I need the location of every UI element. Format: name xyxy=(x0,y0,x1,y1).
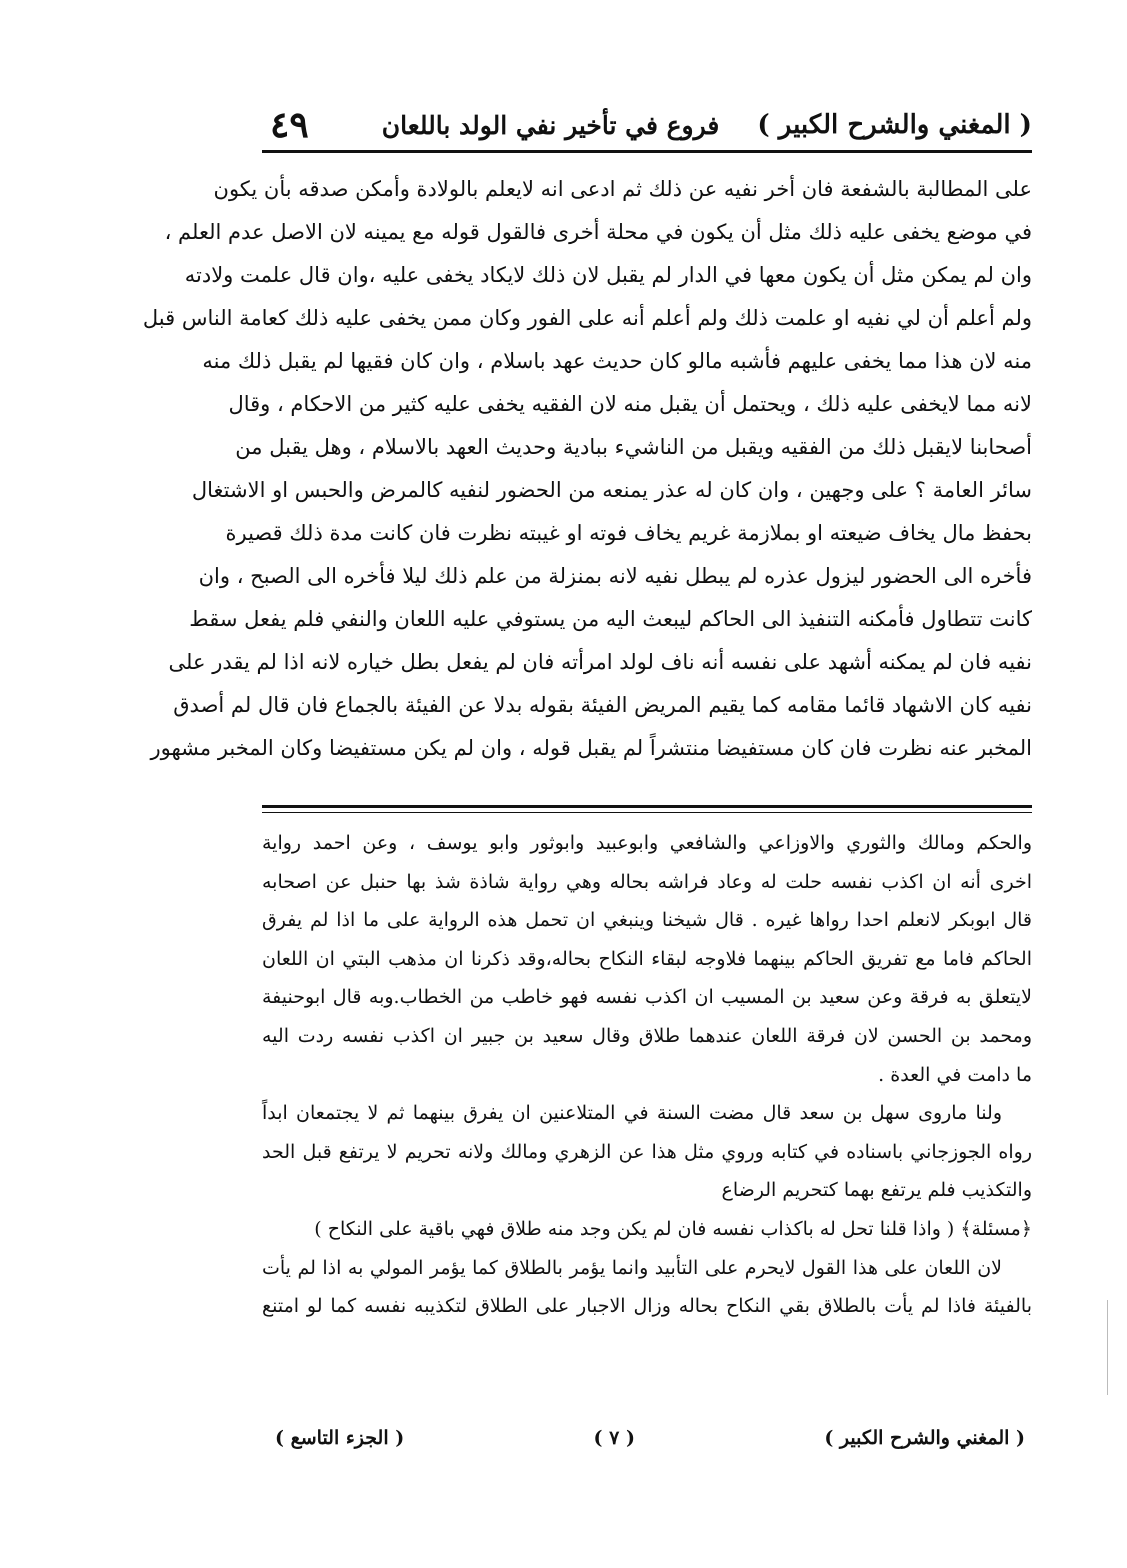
page-footer xyxy=(275,1420,1025,1456)
commentary-line: والحكم ومالك والثوري والاوزاعي والشافعي وابوعبيد وابوثور وابو يوسف ، وعن احمد رواية xyxy=(262,832,1032,854)
main-text-line: نفيه كان الاشهاد قائما مقامه كما يقيم المريض الفيئة بقوله بدلا عن الفيئة بالجماع فان قال لم أصدق xyxy=(173,693,1032,717)
commentary-line: لايتعلق به فرقة وعن سعيد بن المسيب ان اكذب نفسه فهو خاطب من الخطاب.وبه قال ابوحنيفة xyxy=(262,986,1032,1009)
main-text-line: سائر العامة ؟ على وجهين ، وان كان له عذر يمنعه من الحضور لنفيه كالمرض والحبس او الاشتغال xyxy=(191,478,1032,502)
footer-volume: ( الجزء التاسع ) xyxy=(275,1427,405,1449)
main-text-line: على المطالبة بالشفعة فان أخر نفيه عن ذلك ثم ادعى انه لايعلم بالولادة وأمكن صدقه بأن يكون xyxy=(213,177,1032,201)
header-rule xyxy=(262,150,1032,153)
commentary-line: والتكذيب فلم يرتفع بهما كتحريم الرضاع xyxy=(721,1179,1032,1202)
header-chapter-title: فروع في تأخير نفي الولد باللعان xyxy=(381,110,720,140)
main-text-line: ولم أعلم أن لي نفيه او علمت ذلك ولم أعلم أنه على الفور وكان ممن يخفى عليه ذلك كعامة الناس قبل xyxy=(142,306,1032,330)
header-titles xyxy=(382,110,1032,140)
header-book-title: ( المغني والشرح الكبير ) xyxy=(757,110,1032,140)
commentary-line: الحاكم فاما مع تفريق الحاكم بينهما فلاوجه لبقاء النكاح بحاله،وقد ذكرنا ان مذهب البتي ان اللعان xyxy=(262,947,1032,970)
main-text-line: أصحابنا لايقبل ذلك من الفقيه ويقبل من الناشيء ببادية وحديث العهد بالاسلام ، وهل يقبل من xyxy=(235,435,1032,459)
commentary-line: ولنا ماروى سهل بن سعد قال مضت السنة في المتلاعنين ان يفرق بينهما ثم لا يجتمعان ابداً xyxy=(262,1102,1002,1125)
footer-signature: ( ٧ ) xyxy=(593,1427,635,1449)
main-text-line: منه لان هذا مما يخفى عليهم فأشبه مالو كان حديث عهد باسلام ، وان كان فقيها لم يقبل ذلك منه xyxy=(202,349,1032,373)
issue-heading-line: ﴿مسئلة﴾ ( واذا قلنا تحل له باكذاب نفسه فان لم يكن وجد منه طلاق فهي باقية على النكاح ) xyxy=(314,1217,1032,1240)
main-text-line: في موضع يخفى عليه ذلك مثل أن يكون في محلة أخرى فالقول قوله مع يمينه لان الاصل عدم العلم ، xyxy=(164,220,1032,244)
main-text-line: المخبر عنه نظرت فان كان مستفيضا منتشراً لم يقبل قوله ، وان لم يكن مستفيضا وكان المخبر مشهور xyxy=(150,736,1032,760)
commentary-line: لان اللعان على هذا القول لايحرم على التأبيد وانما يؤمر بالطلاق كما يؤمر المولي به اذا لم يأت xyxy=(262,1256,1002,1279)
commentary-line: بالفيئة فاذا لم يأت بالطلاق بقي النكاح بحاله وزال الاجبار على الطلاق لتكذيبه نفسه كما لو امتنع xyxy=(262,1295,1032,1318)
main-text-line: فأخره الى الحضور ليزول عذره لم يبطل نفيه لانه بمنزلة من علم ذلك ليلا فأخره الى الصبح ، وان xyxy=(198,564,1032,588)
commentary-text-block xyxy=(262,824,1032,1326)
main-text-line: نفيه فان لم يمكنه أشهد على نفسه أنه ناف لولد امرأته فان لم يفعل بطل خياره لانه اذا لم يقدر على xyxy=(168,650,1032,674)
main-text-line: لانه مما لايخفى عليه ذلك ، ويحتمل أن يقبل منه لان الفقيه يخفى عليه كثير من الاحكام ، وقال xyxy=(228,392,1032,416)
main-text-block xyxy=(142,168,1032,770)
footer-book-title: ( المغني والشرح الكبير ) xyxy=(824,1427,1025,1449)
page-header xyxy=(262,100,1032,150)
main-text-line: وان لم يمكن مثل أن يكون معها في الدار لم يقبل لان ذلك لايكاد يخفى عليه ،وان قال علمت ولادته xyxy=(184,263,1032,287)
main-text-line: بحفظ مال يخاف ضيعته او بملازمة غريم يخاف فوته او غيبته نظرت فان كانت مدة ذلك قصيرة xyxy=(225,521,1032,545)
section-divider-thin xyxy=(262,812,1032,813)
commentary-line: ومحمد بن الحسن لان فرقة اللعان عندهما طلاق وقال سعيد بن جبير ان اكذب نفسه ردت اليه xyxy=(262,1024,1032,1047)
commentary-line: رواه الجوزجاني باسناده في كتابه وروي مثل هذا عن الزهري ومالك ولانه تحريم لا يرتفع قبل الحد xyxy=(262,1140,1032,1163)
page-number: ٤٩ xyxy=(270,104,309,146)
scan-artifact-line xyxy=(1107,1300,1108,1395)
section-divider-thick xyxy=(262,805,1032,808)
commentary-line: اخرى أنه ان اكذب نفسه حلت له وعاد فراشه بحاله وهي رواية شاذة شذ بها حنبل عن اصحابه xyxy=(262,870,1032,893)
main-text-line: كانت تتطاول فأمكنه التنفيذ الى الحاكم ليبعث اليه من يستوفي عليه اللعان والنفي فلم يفعل سقط xyxy=(189,607,1032,631)
commentary-line: قال ابوبكر لانعلم احدا رواها غيره . قال شيخنا وينبغي ان تحمل هذه الرواية على ما اذا لم يفرق xyxy=(262,909,1032,932)
commentary-line: ما دامت في العدة . xyxy=(878,1063,1032,1086)
